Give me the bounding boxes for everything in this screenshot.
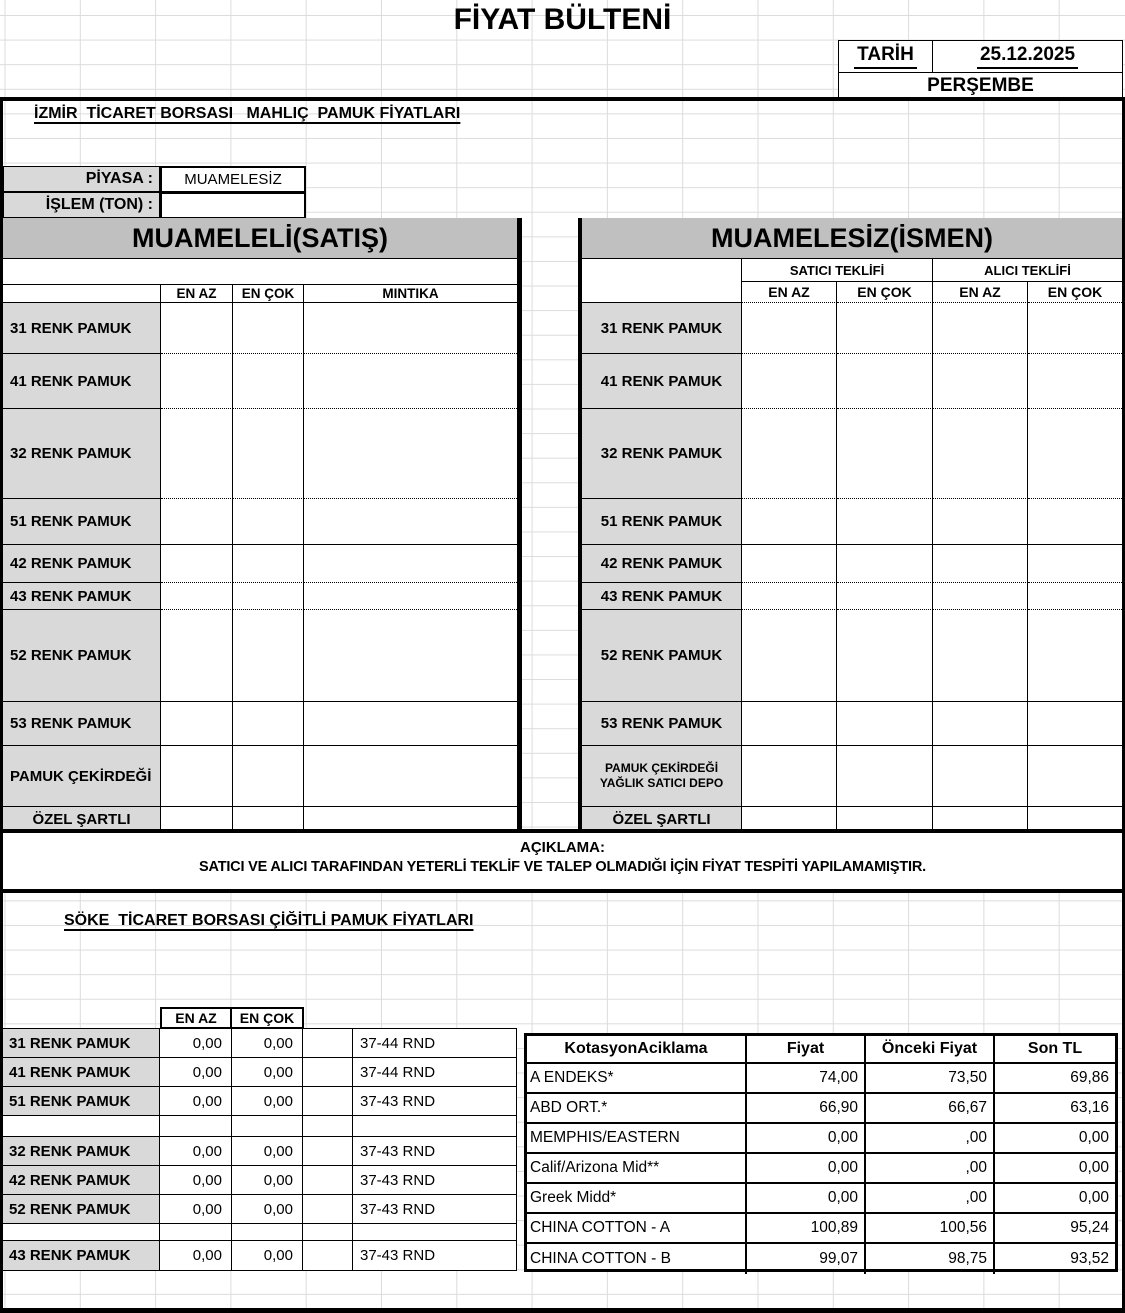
aciklama-section [3, 833, 1122, 889]
row-label: 31 RENK PAMUK [3, 303, 161, 354]
page-title: FİYAT BÜLTENİ [453, 3, 672, 36]
data-cell-en-az [161, 702, 233, 746]
son-tl-value: 63,16 [995, 1094, 1115, 1124]
row-label: 31 RENK PAMUK [3, 1029, 160, 1058]
fiyat-value: 100,89 [747, 1214, 866, 1244]
spacer-cell [303, 1029, 353, 1058]
data-cell [742, 610, 837, 702]
table-row [527, 1064, 1115, 1094]
row-label: 52 RENK PAMUK [582, 610, 742, 702]
data-cell-en-az [161, 499, 233, 545]
data-cell [1028, 583, 1122, 610]
mintika-value: 37-44 RND [353, 1029, 517, 1058]
en-cok-value: 0,00 [232, 1195, 303, 1224]
en-az-value: 0,00 [160, 1195, 232, 1224]
row-label: 42 RENK PAMUK [582, 545, 742, 583]
spacer-cell [232, 1116, 303, 1137]
kotasyon-label: MEMPHIS/EASTERN [527, 1124, 747, 1154]
section-title-izmir: İZMİR TİCARET BORSASI MAHLIÇ PAMUK FİYATLARI [34, 105, 461, 122]
spacer-cell [303, 1224, 353, 1241]
data-cell-mintika [304, 610, 517, 702]
table-row [3, 409, 517, 499]
table-row [582, 702, 1122, 746]
data-cell [742, 499, 837, 545]
onceki-fiyat-value: ,00 [866, 1154, 995, 1184]
row-label: 42 RENK PAMUK [3, 545, 161, 583]
mintika-value: 37-43 RND [353, 1137, 517, 1166]
son-tl-value: 0,00 [995, 1154, 1115, 1184]
column-header-row [582, 282, 1122, 303]
row-label [582, 746, 742, 807]
table-row [527, 1214, 1115, 1244]
table-row [3, 354, 517, 409]
row-label: 51 RENK PAMUK [3, 499, 161, 545]
en-cok-value: 0,00 [232, 1058, 303, 1087]
data-cell [1028, 499, 1122, 545]
data-cell [742, 702, 837, 746]
row-label: 53 RENK PAMUK [582, 702, 742, 746]
data-cell-en-cok [233, 354, 304, 409]
group-header-row [582, 259, 1122, 282]
column-header-en-cok: EN ÇOK [837, 282, 933, 303]
islem-ton-value-cell [160, 192, 306, 219]
date-row [839, 41, 1122, 73]
data-cell [933, 545, 1028, 583]
table-row [3, 746, 517, 807]
thick-divider [517, 218, 522, 833]
spacer-cell [160, 1116, 232, 1137]
data-cell-en-az [161, 545, 233, 583]
data-cell [837, 746, 933, 807]
data-cell [933, 583, 1028, 610]
spacer-cell [303, 1137, 353, 1166]
data-cell-en-cok [233, 303, 304, 354]
data-cell [837, 702, 933, 746]
data-cell-mintika [304, 746, 517, 807]
data-cell [742, 409, 837, 499]
empty-band [3, 259, 517, 285]
thick-divider [578, 218, 582, 833]
data-cell [933, 303, 1028, 354]
data-cell-en-cok [233, 499, 304, 545]
table-row [3, 303, 517, 354]
data-cell [837, 499, 933, 545]
column-header-fiyat: Fiyat [747, 1036, 866, 1064]
data-cell-mintika [304, 409, 517, 499]
data-cell-en-az [161, 409, 233, 499]
onceki-fiyat-value: 73,50 [866, 1064, 995, 1094]
date-label-cell [839, 41, 933, 72]
soke-column-header-row [160, 1007, 304, 1029]
kotasyon-label: Greek Midd* [527, 1184, 747, 1214]
aciklama-title: AÇIKLAMA: [520, 839, 605, 856]
row-label: 51 RENK PAMUK [582, 499, 742, 545]
corner-cell [582, 282, 742, 303]
row-label: 32 RENK PAMUK [3, 409, 161, 499]
date-box [838, 40, 1123, 99]
mintika-value: 37-43 RND [353, 1195, 517, 1224]
table-row [3, 545, 517, 583]
row-label: 41 RENK PAMUK [3, 354, 161, 409]
piyasa-value-cell: MUAMELESİZ [160, 166, 306, 193]
kotasyon-label: A ENDEKS* [527, 1064, 747, 1094]
column-header-en-az: EN AZ [933, 282, 1028, 303]
kotasyon-header-row [527, 1036, 1115, 1064]
row-label: 41 RENK PAMUK [3, 1058, 160, 1087]
day-row [839, 73, 1122, 99]
data-cell-en-cok [233, 583, 304, 610]
table-row [3, 1241, 517, 1271]
mintika-value: 37-43 RND [353, 1166, 517, 1195]
data-cell-mintika [304, 499, 517, 545]
fiyat-value: 74,00 [747, 1064, 866, 1094]
column-header-kotasyon-aciklama: KotasyonAciklama [527, 1036, 747, 1064]
son-tl-value: 95,24 [995, 1214, 1115, 1244]
en-cok-value: 0,00 [232, 1029, 303, 1058]
data-cell [742, 545, 837, 583]
en-cok-value: 0,00 [232, 1241, 303, 1271]
table-row [3, 583, 517, 610]
column-header-en-az: EN AZ [161, 285, 233, 302]
row-label: 32 RENK PAMUK [582, 409, 742, 499]
table-row [3, 1195, 517, 1224]
row-label: 42 RENK PAMUK [3, 1166, 160, 1195]
spacer-cell [160, 1224, 232, 1241]
spacer-cell [303, 1241, 353, 1271]
data-cell-mintika [304, 702, 517, 746]
row-label: 41 RENK PAMUK [582, 354, 742, 409]
data-cell-mintika [304, 354, 517, 409]
data-cell [1028, 702, 1122, 746]
spacer-cell [3, 1116, 160, 1137]
column-header-en-cok: EN ÇOK [233, 285, 304, 302]
spacer-cell [303, 1058, 353, 1087]
kotasyon-label: CHINA COTTON - A [527, 1214, 747, 1244]
onceki-fiyat-value: 100,56 [866, 1214, 995, 1244]
data-cell [933, 610, 1028, 702]
en-az-value: 0,00 [160, 1241, 232, 1271]
kotasyon-table [524, 1033, 1118, 1272]
data-cell [837, 303, 933, 354]
group-header-alici-teklifi: ALICI TEKLİFİ [933, 259, 1122, 282]
spacer-cell [303, 1087, 353, 1116]
spacer-cell [303, 1195, 353, 1224]
fiyat-value: 0,00 [747, 1184, 866, 1214]
table-row [582, 303, 1122, 354]
data-cell [742, 583, 837, 610]
mintika-value: 37-44 RND [353, 1058, 517, 1087]
islem-ton-label: İŞLEM (TON) : [3, 192, 160, 218]
day-value: PERŞEMBE [927, 75, 1034, 96]
table-row [527, 1244, 1115, 1274]
data-cell [933, 354, 1028, 409]
muamelesiz-ismen-table [582, 218, 1122, 832]
en-cok-value: 0,00 [232, 1166, 303, 1195]
data-cell-en-az [161, 354, 233, 409]
spacer-row [3, 1224, 517, 1241]
row-label: ÖZEL ŞARTLI [3, 807, 161, 832]
row-label: 43 RENK PAMUK [582, 583, 742, 610]
data-cell-en-az [161, 610, 233, 702]
data-cell-en-az [161, 583, 233, 610]
mintika-value: 37-43 RND [353, 1087, 517, 1116]
data-cell-en-cok [233, 702, 304, 746]
group-header-satici-teklifi: SATICI TEKLİFİ [742, 259, 933, 282]
row-label: 32 RENK PAMUK [3, 1137, 160, 1166]
data-cell [742, 354, 837, 409]
column-header-en-cok: EN ÇOK [239, 1010, 295, 1026]
table-row [3, 1058, 517, 1087]
table-row [582, 545, 1122, 583]
corner-cell [3, 285, 161, 302]
row-label: 43 RENK PAMUK [3, 1241, 160, 1271]
fiyat-value: 99,07 [747, 1244, 866, 1274]
row-label: 31 RENK PAMUK [582, 303, 742, 354]
data-cell-mintika [304, 303, 517, 354]
son-tl-value: 69,86 [995, 1064, 1115, 1094]
data-cell [837, 545, 933, 583]
data-cell [1028, 303, 1122, 354]
table-row [582, 610, 1122, 702]
soke-price-table [3, 1028, 517, 1271]
table-row [3, 1087, 517, 1116]
en-az-value: 0,00 [160, 1166, 232, 1195]
column-header-en-az: EN AZ [162, 1009, 232, 1027]
spacer-cell [303, 1116, 353, 1137]
fiyat-value: 0,00 [747, 1124, 866, 1154]
row-label: 53 RENK PAMUK [3, 702, 161, 746]
column-header-en-az: EN AZ [742, 282, 837, 303]
corner-cell [582, 259, 742, 282]
spacer-cell [232, 1224, 303, 1241]
onceki-fiyat-value: ,00 [866, 1184, 995, 1214]
kotasyon-label: ABD ORT.* [527, 1094, 747, 1124]
fiyat-value: 0,00 [747, 1154, 866, 1184]
data-cell [1028, 354, 1122, 409]
row-label: PAMUK ÇEKİRDEĞİ [3, 746, 161, 807]
table-row [3, 499, 517, 545]
data-cell-en-cok [233, 610, 304, 702]
data-cell [837, 409, 933, 499]
en-az-value: 0,00 [160, 1029, 232, 1058]
table-row [582, 746, 1122, 807]
son-tl-value: 0,00 [995, 1184, 1115, 1214]
data-cell [933, 409, 1028, 499]
column-header-row [3, 285, 517, 303]
table-row [3, 1137, 517, 1166]
row-label: 43 RENK PAMUK [3, 583, 161, 610]
table-row [3, 610, 517, 702]
data-cell-mintika [304, 545, 517, 583]
aciklama-text: SATICI VE ALICI TARAFINDAN YETERLİ TEKLİF VE TALEP OLMADIĞI İÇİN FİYAT TESPİTİ YAPILAMAMIŞTIR. [199, 859, 926, 875]
column-header-en-cok: EN ÇOK [1028, 282, 1122, 303]
onceki-fiyat-value: 66,67 [866, 1094, 995, 1124]
data-cell-en-az [161, 303, 233, 354]
data-cell [933, 499, 1028, 545]
son-tl-value: 0,00 [995, 1124, 1115, 1154]
table-row [582, 354, 1122, 409]
en-cok-value: 0,00 [232, 1137, 303, 1166]
kotasyon-label: CHINA COTTON - B [527, 1244, 747, 1274]
table-row [527, 1124, 1115, 1154]
spacer-cell [353, 1224, 517, 1241]
row-label-line1: PAMUK ÇEKİRDEĞİ [604, 761, 719, 775]
row-label: ÖZEL ŞARTLI [582, 807, 742, 832]
data-cell-en-cok [233, 545, 304, 583]
column-header-son-tl: Son TL [995, 1036, 1115, 1064]
table-row [3, 1029, 517, 1058]
data-cell [933, 746, 1028, 807]
row-label-line2: YAĞLIK SATICI DEPO [599, 776, 724, 790]
table-row [582, 409, 1122, 499]
table-row [582, 583, 1122, 610]
son-tl-value: 93,52 [1070, 1250, 1109, 1267]
data-cell-en-cok [233, 409, 304, 499]
piyasa-label: PİYASA : [3, 166, 160, 192]
data-cell [837, 354, 933, 409]
en-cok-value: 0,00 [232, 1087, 303, 1116]
thick-divider [0, 889, 1125, 893]
table-title-muameleli: MUAMELELİ(SATIŞ) [3, 218, 517, 259]
data-cell-en-cok [233, 746, 304, 807]
data-cell-en-az [161, 746, 233, 807]
row-label: 52 RENK PAMUK [3, 610, 161, 702]
fiyat-value: 66,90 [747, 1094, 866, 1124]
onceki-fiyat-value: ,00 [866, 1124, 995, 1154]
kotasyon-label: Calif/Arizona Mid** [527, 1154, 747, 1184]
mintika-value: 37-43 RND [353, 1241, 517, 1271]
spacer-cell [303, 1166, 353, 1195]
data-cell [1028, 746, 1122, 807]
data-cell [742, 303, 837, 354]
en-az-value: 0,00 [160, 1087, 232, 1116]
spacer-row [3, 1116, 517, 1137]
row-label: 52 RENK PAMUK [3, 1195, 160, 1224]
table-row [527, 1154, 1115, 1184]
table-title-muamelesiz: MUAMELESİZ(İSMEN) [582, 218, 1122, 259]
date-label: TARİH [854, 44, 917, 69]
column-header-onceki-fiyat: Önceki Fiyat [866, 1036, 995, 1064]
data-cell [1028, 610, 1122, 702]
table-row [527, 1094, 1115, 1124]
table-row [3, 1166, 517, 1195]
onceki-fiyat-value: 98,75 [866, 1244, 995, 1274]
column-header-mintika: MINTIKA [382, 286, 439, 301]
data-cell [742, 746, 837, 807]
spacer-cell [353, 1116, 517, 1137]
data-cell [837, 610, 933, 702]
table-row [582, 499, 1122, 545]
data-cell-mintika [304, 583, 517, 610]
table-row [3, 702, 517, 746]
data-cell [1028, 545, 1122, 583]
table-row [527, 1184, 1115, 1214]
date-value-cell [933, 41, 1122, 72]
en-az-value: 0,00 [160, 1137, 232, 1166]
data-cell [933, 702, 1028, 746]
data-cell [837, 583, 933, 610]
spacer-cell [3, 1224, 160, 1241]
en-az-value: 0,00 [160, 1058, 232, 1087]
data-cell [1028, 409, 1122, 499]
section-title-soke: SÖKE TİCARET BORSASI ÇİĞİTLİ PAMUK FİYATLARI [64, 912, 474, 929]
row-label: 51 RENK PAMUK [3, 1087, 160, 1116]
date-value: 25.12.2025 [977, 44, 1078, 69]
muameleli-satis-table [3, 218, 517, 832]
